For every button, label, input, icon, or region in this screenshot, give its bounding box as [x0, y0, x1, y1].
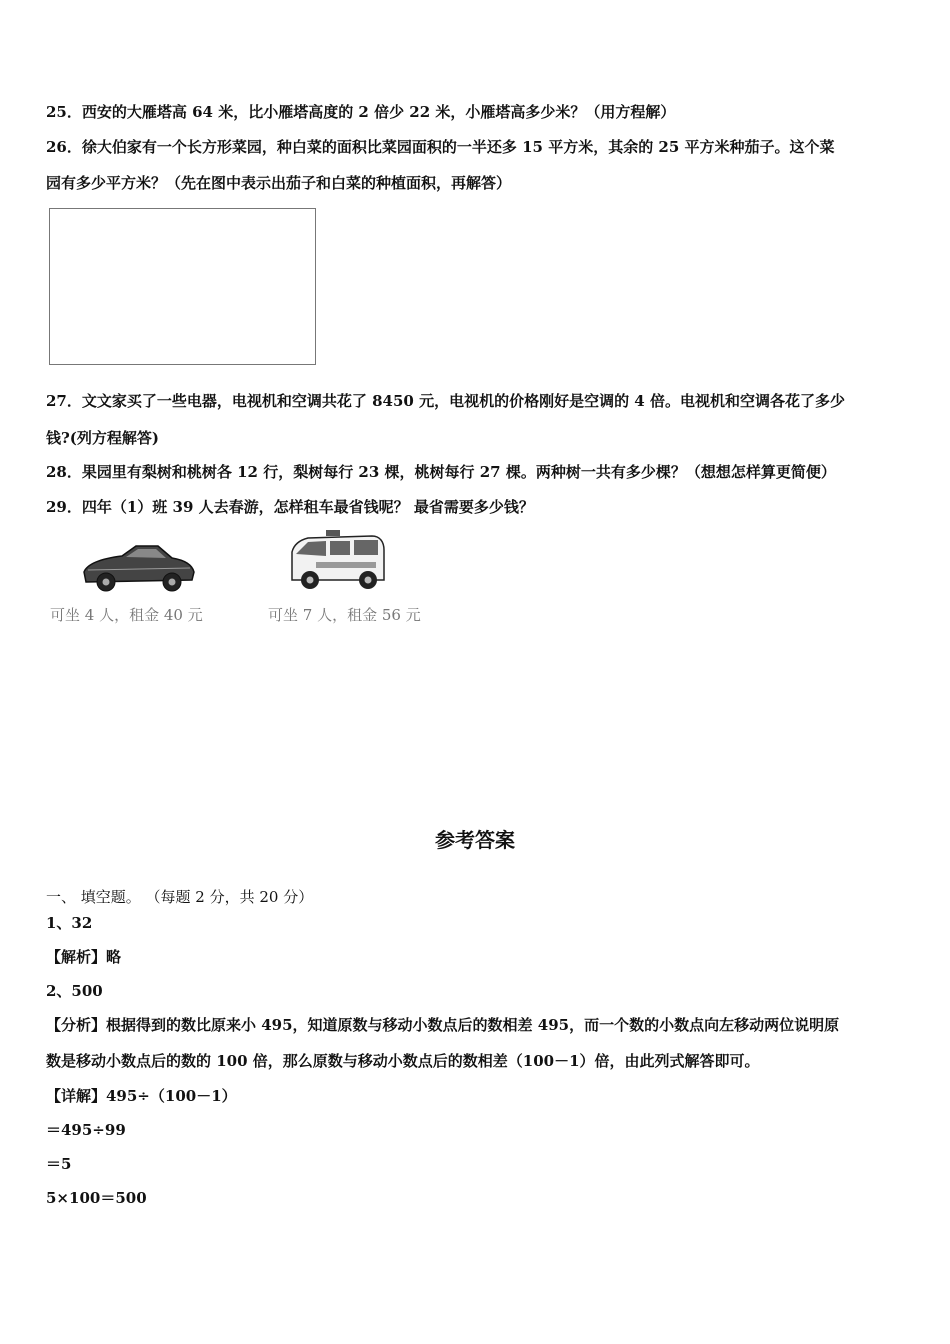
van-caption: 可坐 7 人，租金 56 元 — [268, 606, 421, 624]
answer-2-analysis-line1: 【分析】根据得到的数比原来小 495，知道原数与移动小数点后的数相差 495，而一个数的小数点向左移动两位说明原 — [46, 1016, 840, 1034]
answer-1: 1、32 — [46, 914, 93, 932]
question-27-line2: 钱?(列方程解答) — [46, 429, 159, 447]
question-28: 28．果园里有梨树和桃树各 12 行，梨树每行 23 棵，桃树每行 27 棵。两种树一共有多少棵？（想想怎样算更简便） — [46, 463, 836, 481]
answer-2-analysis-line2: 数是移动小数点后的数的 100 倍，那么原数与移动小数点后的数相差（100－1）倍，由此列式解答即可。 — [46, 1052, 760, 1070]
answer-2-step1: ＝495÷99 — [46, 1121, 126, 1139]
van-icon — [286, 528, 390, 594]
answers-title: 参考答案 — [435, 828, 515, 852]
question-26-line1: 26．徐大伯家有一个长方形菜园，种白菜的面积比菜园面积的一半还多 15 平方米，其余的 25 平方米种茄子。这个菜 — [46, 138, 835, 156]
question-27-line1: 27．文文家买了一些电器，电视机和空调共花了 8450 元，电视机的价格刚好是空调的 4 倍。电视机和空调各花了多少 — [46, 392, 845, 410]
garden-rectangle-diagram — [49, 208, 316, 365]
answer-2-step2: ＝5 — [46, 1155, 72, 1173]
answer-2-detail: 【详解】495÷（100－1） — [46, 1087, 237, 1105]
question-25: 25．西安的大雁塔高 64 米，比小雁塔高度的 2 倍少 22 米，小雁塔高多少米？（用方程解） — [46, 103, 676, 121]
car-icon — [78, 538, 198, 594]
question-29: 29．四年（1）班 39 人去春游，怎样租车最省钱呢？ 最省需要多少钱？ — [46, 498, 534, 516]
answer-1-analysis: 【解析】略 — [46, 948, 122, 966]
section-1-heading: 一、 填空题。 （每题 2 分，共 20 分） — [46, 888, 314, 906]
answer-2: 2、500 — [46, 982, 103, 1000]
answer-2-step3: 5×100＝500 — [46, 1189, 147, 1207]
car-caption: 可坐 4 人，租金 40 元 — [50, 606, 203, 624]
question-26-line2: 园有多少平方米？（先在图中表示出茄子和白菜的种植面积，再解答） — [46, 174, 512, 192]
